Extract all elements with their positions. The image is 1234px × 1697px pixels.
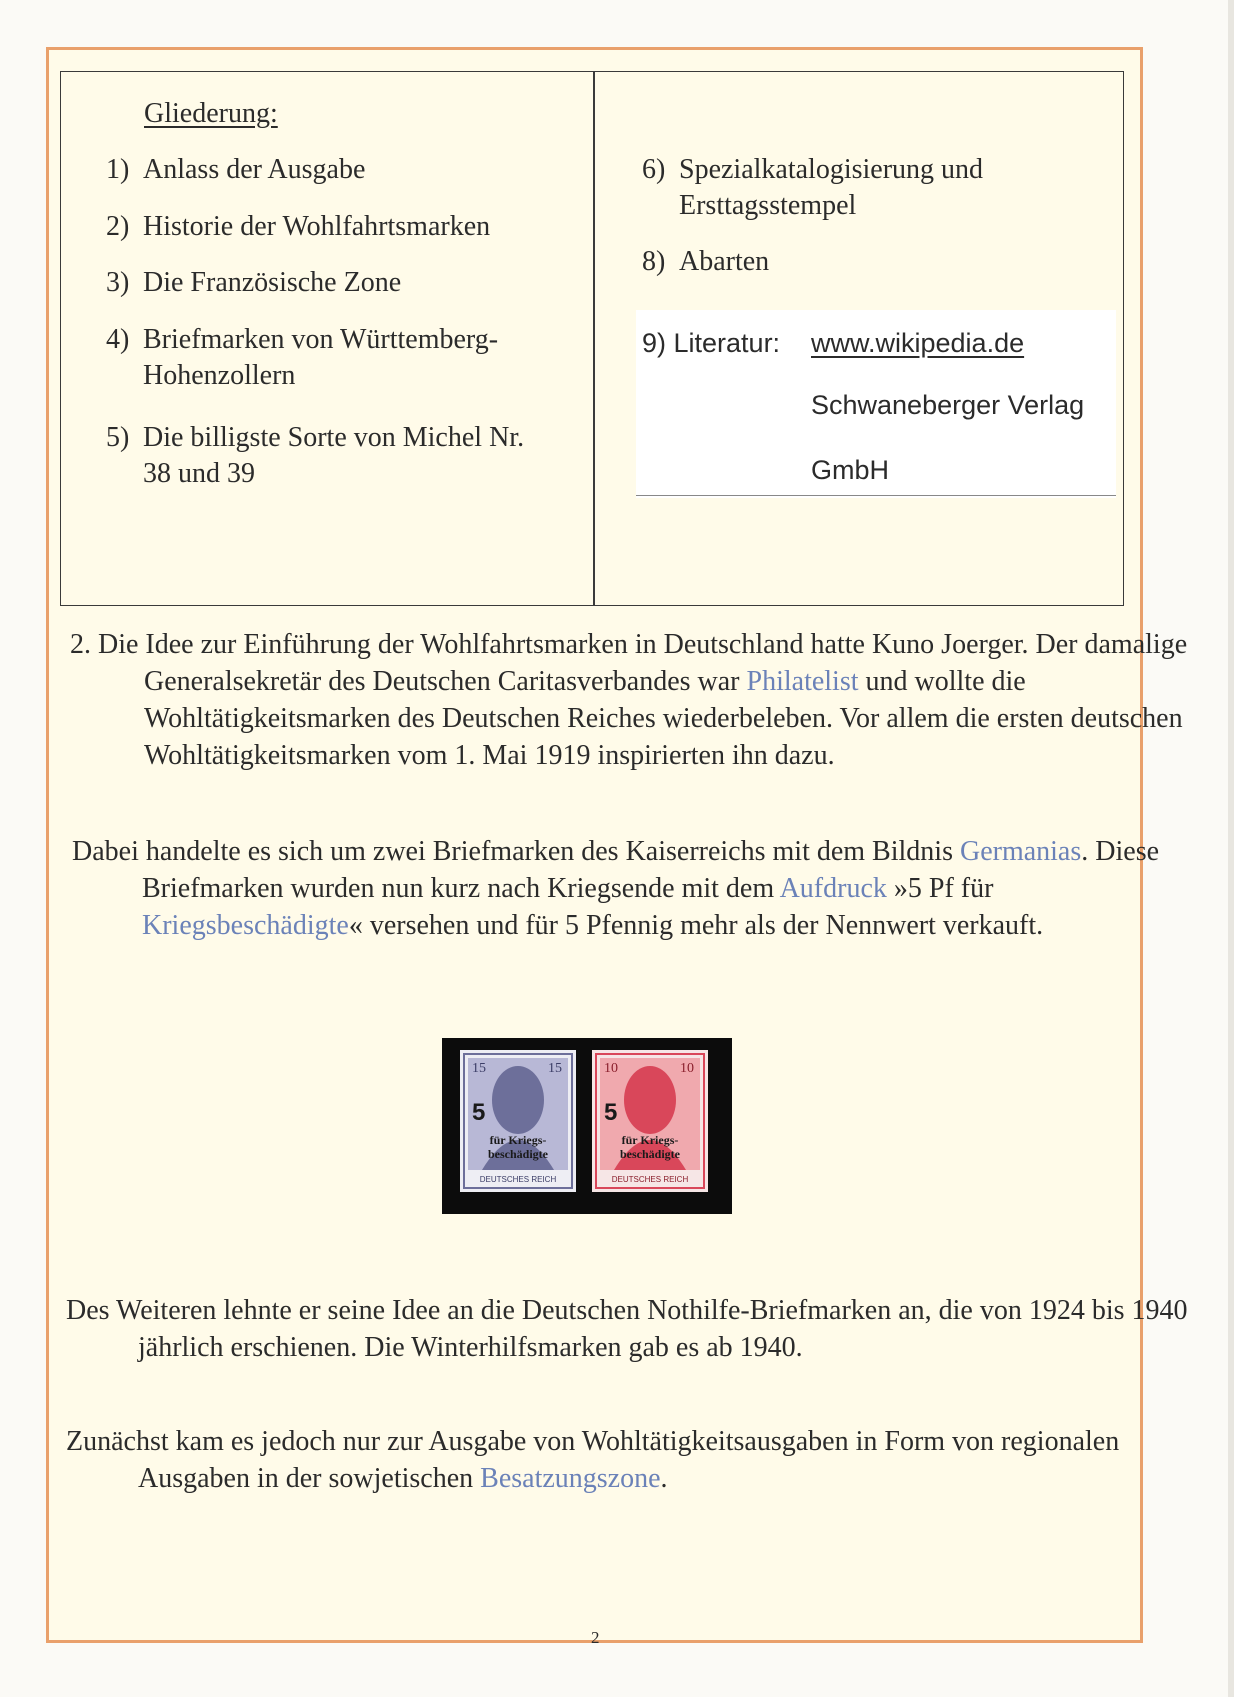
page-number: 2 [591, 1628, 600, 1647]
stamp-1-country: DEUTSCHES REICH [479, 1175, 557, 1184]
link-germanias[interactable]: Germanias [959, 836, 1082, 867]
paragraph-history: 2. Die Idee zur Einführung der Wohlfahrtsmarken in Deutschland hatte Kuno Joerger. Der damalige Generalsekretär des Deutschen Caritasverbandes war Philatelist und wollte die Wohltätigkeitsmarken des Deutschen Reiches wiederbeleben. Vor allem die ersten deutschen Wohltätigkeitsmarken vom 1. Mai 1919 inspirierten ihn dazu. [70, 629, 1188, 771]
paragraph-nothilfe: Des Weiteren lehnte er seine Idee an die Deutschen Nothilfe-Briefmarken an, die von 1924 bis 1940 jährlich erschienen. Die Winterhilfsmarken gab es ab 1940. [66, 1295, 1188, 1363]
stamp-2-surcharge: 5 [604, 1099, 618, 1126]
link-besatzungszone[interactable]: Besatzungszone [480, 1463, 661, 1494]
stamp-15-pf [460, 1050, 576, 1192]
link-kriegsbeschaedigte[interactable]: Kriegsbeschädigte [142, 910, 349, 941]
literature-publisher-suffix: GmbH [811, 455, 890, 485]
stamp-2-overprint-1: für Kriegs- [621, 1133, 679, 1147]
outline-item: 2) Historie der Wohlfahrtsmarken [106, 211, 491, 242]
scan-edge [1228, 0, 1234, 1697]
outline-heading: Gliederung: [144, 98, 278, 129]
literature-label: 9) Literatur: [642, 328, 781, 358]
outline-item: 1) Anlass der Ausgabe [106, 154, 366, 185]
literature-publisher: Schwaneberger Verlag [811, 390, 1085, 420]
stamp-image [442, 1038, 732, 1214]
outline-item: 6) Spezialkatalogisierung und Ersttagsstempel [642, 154, 984, 221]
stamp-2-country: DEUTSCHES REICH [611, 1175, 689, 1184]
stamp-1-overprint-1: für Kriegs- [489, 1133, 547, 1147]
literature-link[interactable]: www.wikipedia.de [811, 328, 1025, 358]
link-aufdruck[interactable]: Aufdruck [779, 873, 887, 904]
outline-left-column [61, 72, 593, 605]
outline-right-column [595, 72, 1123, 605]
outline-table [60, 71, 1124, 606]
stamp-2-value-right: 10 [680, 1061, 694, 1076]
stamp-1-surcharge: 5 [472, 1099, 486, 1126]
link-philatelist[interactable]: Philatelist [746, 666, 859, 697]
stamp-1-value-right: 15 [548, 1061, 562, 1076]
outline-item: 5) Die billigste Sorte von Michel Nr. 38 und 39 [106, 422, 525, 489]
stamp-1-overprint-2: beschädigte [488, 1147, 548, 1161]
outline-item: 4) Briefmarken von Württemberg-Hohenzollern [106, 324, 499, 391]
stamp-2-overprint-2: beschädigte [620, 1147, 680, 1161]
stamp-1-value-left: 15 [472, 1061, 486, 1076]
paragraph-germania: Dabei handelte es sich um zwei Briefmarken des Kaiserreichs mit dem Bildnis Germanias. Diese Briefmarken wurden nun kurz nach Kriegsende mit dem Aufdruck »5 Pf für Kriegsbeschädigte« versehen und für 5 Pfennig mehr als der Nennwert verkauft. [72, 836, 1160, 941]
stamp-10-pf [592, 1050, 708, 1192]
stamp-2-value-left: 10 [604, 1061, 618, 1076]
outline-item: 8) Abarten [642, 246, 770, 277]
literature-rule [636, 495, 1116, 496]
paragraph-besatzungszone: Zunächst kam es jedoch nur zur Ausgabe von Wohltätigkeitsausgaben in Form von regionalen Ausgaben in der sowjetischen Besatzungszone. [66, 1426, 1120, 1494]
outline-item: 3) Die Französische Zone [106, 267, 402, 298]
